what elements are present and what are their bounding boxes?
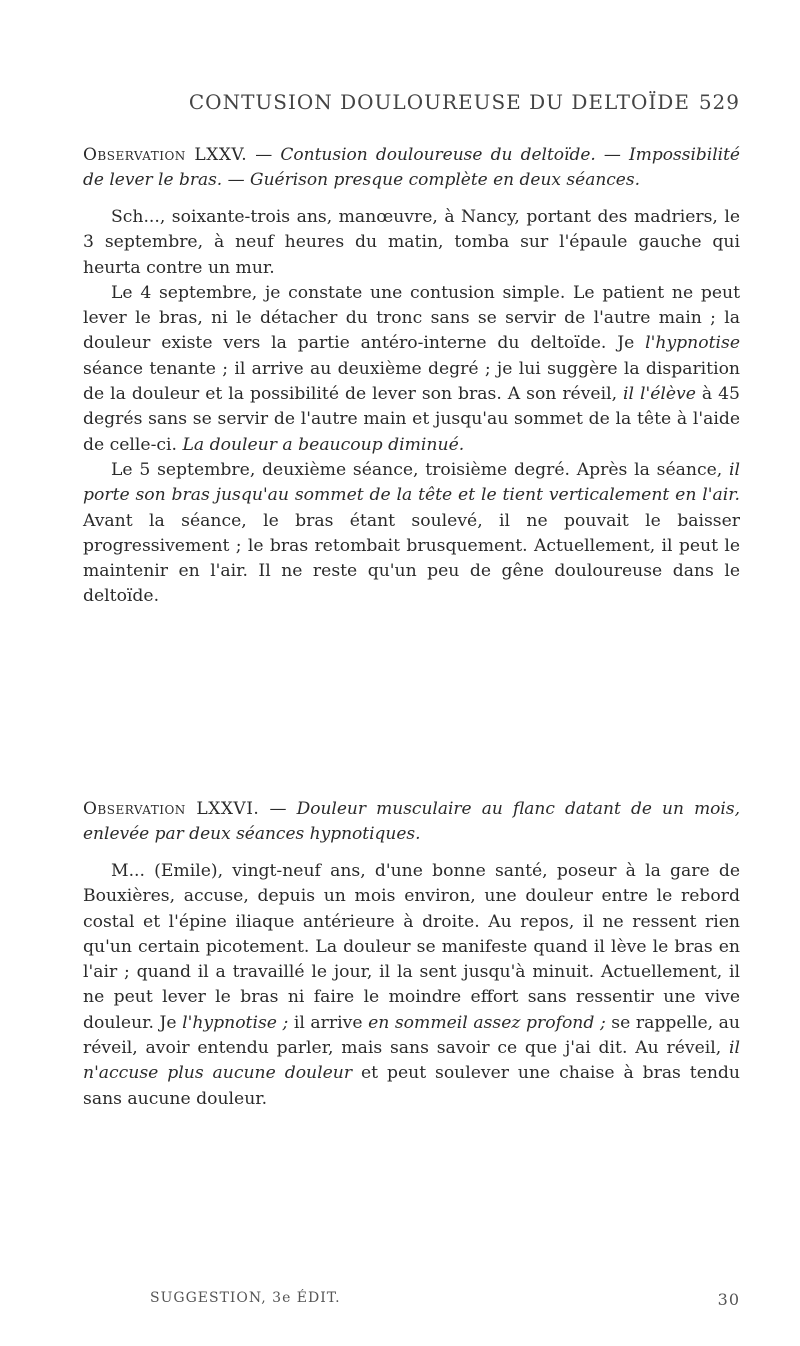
paragraph: Le 4 septembre, je constate une contusion simple. Le patient ne peut lever le bras, ni le détacher du tronc sans se servir de l'autre main ; la douleur existe vers la partie antéro-interne du deltoïde. Je l'hypnotise séance tenante ; il arrive au deuxième degré ; je lui suggère la disparition de la douleur et la possibilité de lever son bras. A son réveil, il l'élève à 45 degrés sans se servir de l'autre main et jusqu'au sommet de la tête à l'aide de celle-ci. La douleur a beaucoup diminué. [83,282,740,455]
page-number: 529 [698,90,740,114]
paragraph: M... (Emile), vingt-neuf ans, d'une bonne santé, poseur à la gare de Bouxières, accuse, depuis un mois environ, une douleur entre le rebord costal et l'épine iliaque antérieure à droite. Au repos, il ne ressent rien qu'un certain picotement. La douleur se manifeste quand il lève le bras en l'air ; quand il a travaillé le jour, il la sent jusqu'à minuit. Actuellement, il ne peut lever le bras ni faire le moindre effort sans ressentir une vive douleur. Je l'hypnotise ; il arrive en sommeil assez profond ; se rappelle, au réveil, avoir entendu parler, mais sans savoir ce que j'ai dit. Au réveil, il n'accuse plus aucune douleur et peut soulever une chaise à bras tendu sans aucune douleur. [83,861,741,1109]
printer-signature: SUGGESTION, 3e ÉDIT. [150,1290,341,1306]
observation-title: Contusion douloureuse du deltoïde. — Impossibilité de lever le bras. — Guérison presque complète en deux séances. [83,145,740,190]
paragraph: Sch..., soixante-trois ans, manœuvre, à Nancy, portant des madriers, le 3 septembre, à neuf heures du matin, tomba sur l'épaule gauche qui heurta contre un mur. [83,207,740,278]
observation-heading: Observation LXXVI. — Douleur musculaire au flanc datant de un mois, enlevée par deux séances hypnotiques. [83,799,740,844]
sheet-number: 30 [717,1290,740,1309]
observation-title: Douleur musculaire au flanc datant de un mois, enlevée par deux séances hypnotiques. [83,799,740,844]
observation-75 [83,143,740,610]
running-header [150,90,740,114]
running-title: CONTUSION DOULOUREUSE DU DELTOÏDE [188,90,690,114]
observation-label: Observation LXXVI. [83,799,260,819]
page-footer [150,1290,740,1309]
observation-label: Observation LXXV. [83,145,248,165]
paragraph: Le 5 septembre, deuxième séance, troisième degré. Après la séance, il porte son bras jusqu'au sommet de la tête et le tient verticalement en l'air. Avant la séance, le bras étant soulevé, il ne pouvait le baisser progressivement ; le bras retombait brusquement. Actuellement, il peut le maintenir en l'air. Il ne reste qu'un peu de gêne douloureuse dans le deltoïde. [83,459,740,607]
observation-heading: Observation LXXV. — Contusion douloureuse du deltoïde. — Impossibilité de lever le bras. — Guérison presque complète en deux séances. [83,145,740,190]
observation-76 [83,797,740,1112]
